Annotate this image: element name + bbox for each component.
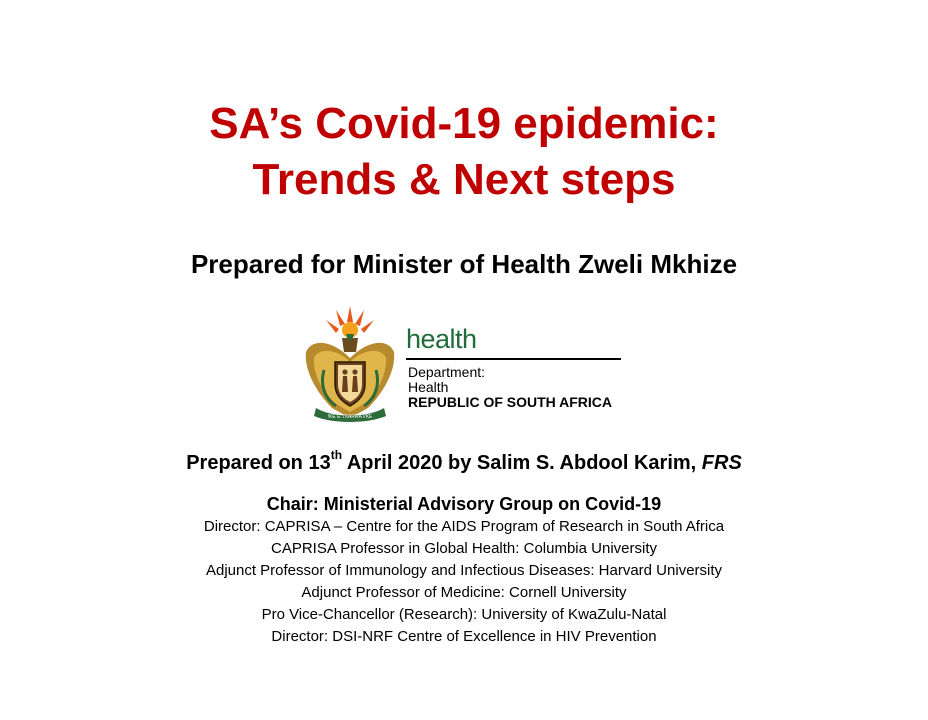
chair-title: Chair: Ministerial Advisory Group on Covid-19 — [266, 494, 662, 514]
dept-line-1: Department: — [408, 364, 486, 380]
slide-title — [0, 96, 928, 208]
department-name — [408, 365, 612, 410]
dept-line-2: Health — [408, 379, 449, 395]
role-item: Adjunct Professor of Medicine: Cornell University — [301, 584, 627, 601]
prepared-on-prefix: Prepared on 13 — [186, 452, 331, 474]
coat-of-arms-icon — [302, 300, 398, 424]
role-item: Director: CAPRISA – Centre for the AIDS Program of Research in South Africa — [203, 518, 725, 535]
role-item: Director: DSI-NRF Centre of Excellence in HIV Prevention — [271, 628, 657, 645]
date-ordinal-suffix: th — [330, 448, 343, 463]
coat-motto: !KE E: /XARRA //KE — [327, 414, 373, 420]
slide-subtitle: Prepared for Minister of Health Zweli Mkhize — [190, 249, 738, 279]
prepared-on-middle: April 2020 by Salim S. Abdool Karim, — [342, 452, 702, 474]
prepared-on-line — [0, 450, 928, 476]
role-item: Pro Vice-Chancellor (Research): University of KwaZulu-Natal — [261, 606, 667, 623]
dept-line-3: REPUBLIC OF SOUTH AFRICA — [408, 394, 613, 410]
wordmark-divider — [406, 358, 621, 360]
role-item: CAPRISA Professor in Global Health: Columbia University — [271, 540, 657, 557]
author-honorific: FRS — [701, 452, 742, 474]
health-wordmark: health — [406, 324, 477, 354]
role-item: Adjunct Professor of Immunology and Infectious Diseases: Harvard University — [205, 562, 723, 579]
title-line-2: Trends & Next steps — [252, 155, 676, 204]
department-of-health-logo — [302, 300, 632, 428]
author-roles-list — [0, 516, 928, 648]
title-line-1: SA’s Covid-19 epidemic: — [209, 99, 719, 148]
